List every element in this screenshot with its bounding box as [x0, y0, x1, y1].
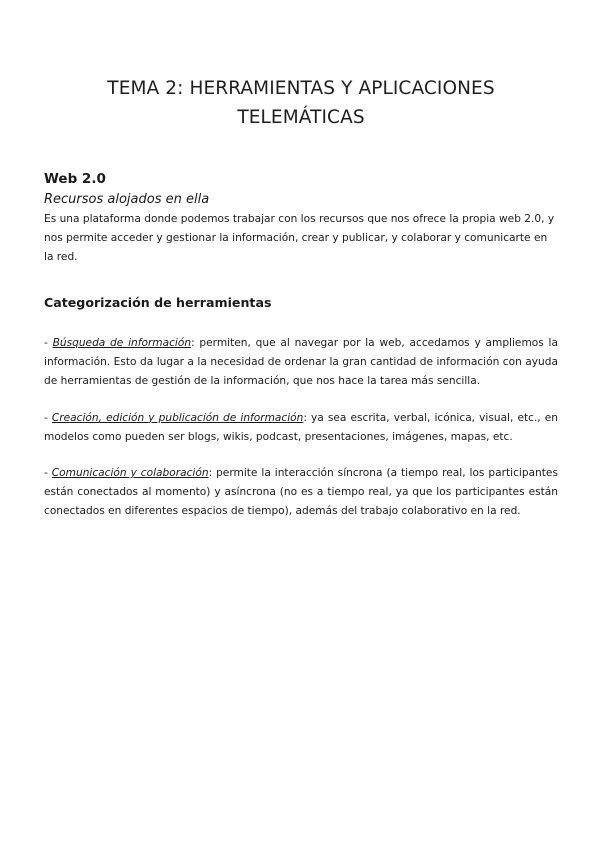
title-line-1: TEMA 2: HERRAMIENTAS Y APLICACIONES	[107, 78, 495, 99]
item-text: : permite la interacción síncrona (a tiempo real, los participantes están conectados al momento) y asíncrona (no es a tiempo real, ya que los participantes están conectados en diferentes espacios de tiempo), además del trabajo colaborativo en la red.	[44, 467, 558, 517]
category-item-comunicacion	[44, 464, 558, 520]
document-page	[44, 0, 558, 521]
category-item-busqueda	[44, 334, 558, 390]
section-subheading: Recursos alojados en ella	[44, 192, 210, 207]
intro-paragraph: Es una plataforma donde podemos trabajar con los recursos que nos ofrece la propia web 2.0, y nos permite acceder y gestionar la información, crear y publicar, y colaborar y comunicarte en la red.	[44, 213, 555, 263]
item-text: : ya sea escrita, verbal, icónica, visual, etc., en modelos como pueden ser blogs, wikis, podcast, presentaciones, imágenes, mapas, etc.	[44, 411, 558, 443]
item-text: : permiten, que al navegar por la web, accedamos y ampliemos la información. Esto da lugar a la necesidad de ordenar la gran cantidad de información con ayuda de herramientas de gestión de la información, que nos hace la tarea más sencilla.	[44, 337, 558, 387]
item-prefix: -	[44, 411, 52, 424]
document-title	[44, 74, 558, 132]
item-term: Búsqueda de información	[52, 337, 192, 350]
item-term: Comunicación y colaboración	[51, 467, 209, 480]
category-item-creacion	[44, 409, 558, 447]
section-heading-web20: Web 2.0	[44, 171, 106, 187]
item-prefix: -	[44, 467, 52, 480]
section-heading-categorization: Categorización de herramientas	[44, 295, 272, 311]
item-prefix: -	[44, 337, 53, 350]
item-term: Creación, edición y publicación de información	[51, 411, 304, 424]
title-line-2: TELEMÁTICAS	[237, 107, 365, 128]
